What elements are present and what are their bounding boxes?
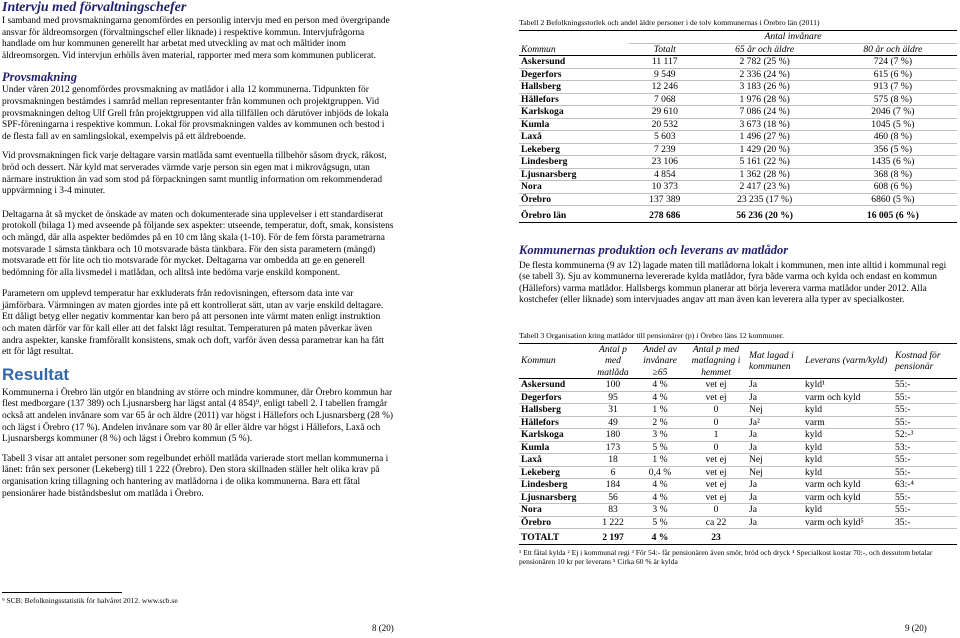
table2-cell-value: 3 673 (18 %)	[701, 118, 829, 131]
table2-cell-value: 5 603	[629, 131, 701, 144]
table2-row	[519, 56, 957, 69]
table2-cell-value: 23 235 (17 %)	[701, 193, 829, 206]
table3-header-cell: Antal p med matlagning i hemmet	[685, 343, 747, 379]
table3-cell-kommun: Degerfors	[519, 391, 591, 404]
table3-row	[519, 454, 957, 467]
table3-cell-value: 31	[591, 404, 635, 417]
table2-cell-kommun: Degerfors	[519, 68, 629, 81]
footnote	[2, 592, 302, 605]
table3-cell-value: kyld	[803, 429, 893, 442]
table2-cell-value: 12 246	[629, 81, 701, 94]
table3-row	[519, 441, 957, 454]
table2-row	[519, 131, 957, 144]
table3-cell-value: 100	[591, 379, 635, 392]
table3-cell-kommun: Karlskoga	[519, 429, 591, 442]
table2-cell-value: 29 610	[629, 106, 701, 119]
table3-cell-value: kyld	[803, 504, 893, 517]
table3-cell-value: Ja	[747, 429, 803, 442]
table3-cell-value: kyld	[803, 441, 893, 454]
table3-cell-value: 49	[591, 416, 635, 429]
heading-intervju: Intervju med förvaltningschefer	[2, 0, 187, 15]
table3-total-row	[519, 529, 957, 545]
table3-cell-value: 6	[591, 466, 635, 479]
table2-cell-value: 913 (7 %)	[829, 81, 957, 94]
table3-cell-value: 1 222	[591, 516, 635, 529]
table2-cell-value: 9 549	[629, 68, 701, 81]
paragraph-intervju: I samband med provsmakningarna genomfördes en personlig intervju med en person med övergripande ansvar för äldreomsorgen (förvaltningschef eller liknade) i respektive kommun. Intervjufrågorna handlade om hur kommunen generellt har arbetat med utveckling av mat och måltider inom äldreomsorgen. Vid intervjun erhölls även material, rapporter med mera som kommunen publicerat.	[2, 16, 390, 61]
table3-cell-value: 53:-	[893, 441, 957, 454]
table2-cell-kommun: Hällefors	[519, 93, 629, 106]
table2-header-totalt: Totalt	[629, 43, 701, 56]
table2-row	[519, 181, 957, 194]
table3-cell-value: 184	[591, 479, 635, 492]
table2-cell-value: 356 (5 %)	[829, 143, 957, 156]
table3-cell-value: vet ej	[685, 491, 747, 504]
table2-cell-kommun: Örebro	[519, 193, 629, 206]
table2-cell-kommun: Laxå	[519, 131, 629, 144]
table2-cell-kommun: Ljusnarsberg	[519, 168, 629, 181]
table3-notes: ¹ Ett fåtal kylda ² Ej i kommunal regi ³ För 54:- får pensionären även smör, bröd och dryck ⁴ Specialkost kostar 70:-, och dessutom betalar pensionären 10 kr per leverans ⁵ Cirka 60 % är kylda	[519, 547, 933, 566]
table3-cell-value: 0	[685, 416, 747, 429]
table3-row	[519, 429, 957, 442]
table3-cell-value: 55:-	[893, 491, 957, 504]
table2-cell-value: 56 236 (20 %)	[701, 206, 829, 223]
table3-header-cell: Andel av invånare ≥65	[635, 343, 685, 379]
table3-cell-value: 4 %	[635, 491, 685, 504]
table3-cell-value: 55:-	[893, 379, 957, 392]
table2-caption: Tabell 2 Befolkningsstorlek och andel äldre personer i de tolv kommunernas i Örebro län (2011)	[519, 18, 820, 27]
table3-cell-kommun: Hallsberg	[519, 404, 591, 417]
table3-cell-kommun: Lekeberg	[519, 466, 591, 479]
table3-cell-value: Ja	[747, 379, 803, 392]
table3-cell-value: 55:-	[893, 454, 957, 467]
table3-cell-value: 1 %	[635, 454, 685, 467]
paragraph-resultat-1: Kommunerna i Örebro län utgör en blandning av större och mindre kommuner, där Örebro kommun har flest medborgare (137 389) och Ljusnarsberg har lägst antal (4 854)⁹, enligt tabell 2. I tabellen framgår också att andelen invånare som var 65 år och äldre (2011) var högst i Hällefors och Ljusnarsberg (28 %) och lägst i Örebro (17 %). Andelen invånare som var 80 år eller äldre var högst i Hällefors, Laxå och Ljusnarsbergs kommuner (8 %) och lägst i Örebro kommun (5 %).	[2, 387, 394, 445]
table2-row	[519, 143, 957, 156]
table3-cell-value: 1 %	[635, 404, 685, 417]
table3-cell-value: Nej	[747, 466, 803, 479]
paragraph-resultat-2: Tabell 3 visar att antalet personer som regelbundet erhöll matlåda varierade stort mellan kommunerna i länet: från sex personer (Lekeberg) till 1 222 (Örebro). Den stora skillnaden ställer helt olika krav på organisation kring tillagning och hantering av matlådorna i de olika kommunerna. Bara ett fåtal pensionärer hade biståndsbeslut om matlåda i Örebro.	[2, 453, 389, 499]
paragraph-temperatur: Parametern om upplevd temperatur har exkluderats från redovisningen, eftersom data inte var jämförbara. Värmningen av maten gjordes inte på ett kontrollerat sätt, utan av varje enskild deltagare. Ett dåligt betyg eller negativ kommentar kan bero på att personen inte värmt maten enligt instruktion och maten därför var för kall eller att det falskt lågt resultat. Temperaturen på maten påverkar även andra aspekter, kanske framförallt konsistens, smak och doft, varför även dessa parametrar kan ha fått ett för lågt resultat.	[2, 289, 385, 358]
table2-row	[519, 118, 957, 131]
table2-cell-value: 608 (6 %)	[829, 181, 957, 194]
table2-cell-kommun: Karlskoga	[519, 106, 629, 119]
table3-cell-value: 23	[685, 529, 747, 545]
table2-cell-value: 11 117	[629, 56, 701, 69]
table3-header-cell: Antal p med matlåda	[591, 343, 635, 379]
table3-cell-value: 3 %	[635, 504, 685, 517]
table3-cell-value: kyld	[803, 466, 893, 479]
table3-cell-value: 52:-³	[893, 429, 957, 442]
table2-total-row	[519, 206, 957, 223]
table2-cell-value: 7 086 (24 %)	[701, 106, 829, 119]
table3-cell-value: 35:-	[893, 516, 957, 529]
table3-cell-value: 55:-	[893, 466, 957, 479]
table2-cell-value: 23 106	[629, 156, 701, 169]
table2-cell-value: 1 429 (20 %)	[701, 143, 829, 156]
table3-cell-value: 18	[591, 454, 635, 467]
table3-cell-value: Nej	[747, 454, 803, 467]
table2-row	[519, 68, 957, 81]
table3-cell-value: 55:-	[893, 504, 957, 517]
table2-cell-kommun: Kumla	[519, 118, 629, 131]
table3-cell-value: varm	[803, 416, 893, 429]
table2-row	[519, 156, 957, 169]
paragraph-provsmakning-2: Vid provsmakningen fick varje deltagare varsin matlåda samt eventuella tillbehör såsom dryck, råkost, bröd och dessert. När kyld mat serverades värmde varje person sin egen mat i mikrovågsugn, utan närmare instruktion än vad som stod på förpackningen samt muntlig information om rekommenderad uppvärmning i 3-4 minuter.	[2, 151, 387, 197]
table3-header-cell: Kommun	[519, 343, 591, 379]
table2-cell-value: 6860 (5 %)	[829, 193, 957, 206]
table3-row	[519, 416, 957, 429]
table3-cell-kommun: Kumla	[519, 441, 591, 454]
table3-cell-value: Ja	[747, 441, 803, 454]
table3-cell-value: kyld¹	[803, 379, 893, 392]
table2-cell-value: 1 496 (27 %)	[701, 131, 829, 144]
table3-cell-value: Ja²	[747, 416, 803, 429]
page-number-right: 9 (20)	[905, 623, 927, 633]
table3-cell-value: Ja	[747, 491, 803, 504]
table2-cell-value: 2046 (7 %)	[829, 106, 957, 119]
table3-cell-value: 2 197	[591, 529, 635, 545]
table2-cell-value: 3 183 (26 %)	[701, 81, 829, 94]
table2-cell-value: 137 389	[629, 193, 701, 206]
table2-cell-kommun: Lindesberg	[519, 156, 629, 169]
table2-header-65: 65 år och äldre	[701, 43, 829, 56]
table2-cell-kommun: Örebro län	[519, 206, 629, 223]
left-page-column	[2, 0, 394, 500]
table3-cell-value: ca 22	[685, 516, 747, 529]
table3-cell-value: 0	[685, 504, 747, 517]
table3-row	[519, 391, 957, 404]
table3-cell-value: 4 %	[635, 529, 685, 545]
table3-row	[519, 404, 957, 417]
table2-cell-value: 5 161 (22 %)	[701, 156, 829, 169]
table2-row	[519, 81, 957, 94]
table3-row	[519, 516, 957, 529]
table3-row	[519, 504, 957, 517]
table3-cell-value: 0,4 %	[635, 466, 685, 479]
table2-cell-value: 10 373	[629, 181, 701, 194]
table2-header-80: 80 år och äldre	[829, 43, 957, 56]
table3-header-cell: Kostnad för pensionär	[893, 343, 957, 379]
table2-cell-value: 2 782 (25 %)	[701, 56, 829, 69]
table3-cell-value: 55:-	[893, 391, 957, 404]
table3-cell-value: 4 %	[635, 379, 685, 392]
table3-cell-kommun: Hällefors	[519, 416, 591, 429]
table3-cell-value: 95	[591, 391, 635, 404]
table3-organisation	[519, 343, 957, 545]
table2-cell-value: 724 (7 %)	[829, 56, 957, 69]
table3-cell-value: kyld	[803, 454, 893, 467]
table3-cell-value: kyld	[803, 404, 893, 417]
table3-cell-kommun: TOTALT	[519, 529, 591, 545]
table2-cell-value: 4 854	[629, 168, 701, 181]
table2-cell-value: 2 336 (24 %)	[701, 68, 829, 81]
table3-cell-value: 180	[591, 429, 635, 442]
table3-cell-value: varm och kyld	[803, 491, 893, 504]
table3-cell-value	[747, 529, 803, 545]
table3-cell-value: 63:-⁴	[893, 479, 957, 492]
table2-cell-value: 575 (8 %)	[829, 93, 957, 106]
table3-cell-value: Ja	[747, 479, 803, 492]
footnote-text: ⁹ SCB: Befolkningsstatistik för halvåret 2012. www.scb.se	[2, 596, 178, 605]
table2-cell-value: 1045 (5 %)	[829, 118, 957, 131]
page-number-left: 8 (20)	[372, 623, 394, 633]
table3-cell-value: Ja	[747, 516, 803, 529]
table3-cell-value: Ja	[747, 504, 803, 517]
table2-body	[519, 56, 957, 223]
table3-cell-kommun: Nora	[519, 504, 591, 517]
table3-cell-value: 83	[591, 504, 635, 517]
table3-cell-kommun: Lindesberg	[519, 479, 591, 492]
table3-cell-value	[893, 529, 957, 545]
table3-cell-value: 0	[685, 404, 747, 417]
table3-cell-kommun: Ljusnarsberg	[519, 491, 591, 504]
table2-cell-kommun: Hallsberg	[519, 81, 629, 94]
table3-cell-value: vet ej	[685, 391, 747, 404]
table3-header-row	[519, 343, 957, 379]
table3-row	[519, 379, 957, 392]
table3-cell-value: 4 %	[635, 391, 685, 404]
table3-cell-value: Nej	[747, 404, 803, 417]
table2-cell-kommun: Askersund	[519, 56, 629, 69]
table3-row	[519, 479, 957, 492]
table2-cell-value: 278 686	[629, 206, 701, 223]
table3-cell-value: varm och kyld	[803, 391, 893, 404]
table3-row	[519, 466, 957, 479]
table3-cell-kommun: Örebro	[519, 516, 591, 529]
table3-cell-value: vet ej	[685, 479, 747, 492]
paragraph-provsmakning-3: Deltagarna åt så mycket de önskade av maten och dokumenterade sina upplevelser i ett standardiserat protokoll (bilaga 1) med avseende på följande sex aspekter: utseende, temperatur, doft, smak, konsistens och mängd, där alla aspekter bedömdes på en 10 cm lång skala (1-10). För de fem första parametrarna motsvarade 1 sämsta tänkbara och 10 motsvarade bästa tänkbara. För den sista parametern (mängd) motsvarade ett för lite och tio motsvarade för mycket. Deltagarna var ombedda att ge en generell bedömning för alla livsmedel i matlådan, och alltså inte bedöma varje enskild komponent.	[2, 209, 394, 278]
paragraph-provsmakning-1: Under våren 2012 genomfördes provsmakning av matlådor i alla 12 kommunerna. Tidpunkten för provsmakningen bestämdes i samråd mellan representanter från kommunen och projektgruppen. Vid provsmakningen deltog Ulf Grell från projektgruppen vid alla tillfällen och därutöver inbjöds de lokala SPF-föreningarna i respektive kommun. Lokal för provsmakningen valdes av kommunen och bestod i de flesta fall av en samlingslokal, exempelvis på ett äldreboende.	[2, 85, 389, 142]
table3-cell-value: 55:-	[893, 416, 957, 429]
table2-cell-value: 368 (8 %)	[829, 168, 957, 181]
heading-resultat: Resultat	[2, 364, 70, 384]
table2-cell-value: 1435 (6 %)	[829, 156, 957, 169]
table3-cell-value: vet ej	[685, 466, 747, 479]
table3-cell-value: 3 %	[635, 429, 685, 442]
table3-cell-value: vet ej	[685, 379, 747, 392]
table3-cell-value	[803, 529, 893, 545]
table2-cell-value: 2 417 (23 %)	[701, 181, 829, 194]
paragraph-produktion: De flesta kommunerna (9 av 12) lagade maten till matlådorna lokalt i kommunen, men inte alltid i kommunal regi (se tabell 3). Sju av kommunerna levererade kylda matlådor, fyra både varma och kylda och endast en kommun (Hällefors) varma matlådor. Hallsbergs kommun planerar att börja leverera varma matlådor under 2012. Alla kostchefer (eller liknade) som intervjuades angav att man även kan leverera alla typer av specialkoster.	[519, 260, 947, 306]
table3-cell-value: 2 %	[635, 416, 685, 429]
table2-cell-value: 7 068	[629, 93, 701, 106]
right-page-column	[519, 18, 957, 566]
table2-cell-value: 615 (6 %)	[829, 68, 957, 81]
table3-cell-value: 0	[685, 441, 747, 454]
table3-cell-value: 4 %	[635, 479, 685, 492]
table3-cell-value: varm och kyld⁵	[803, 516, 893, 529]
heading-provsmakning: Provsmakning	[2, 70, 78, 85]
table2-row	[519, 93, 957, 106]
table3-cell-value: 173	[591, 441, 635, 454]
table2-cell-kommun: Nora	[519, 181, 629, 194]
footnote-rule	[2, 592, 122, 593]
table3-cell-kommun: Askersund	[519, 379, 591, 392]
table2-cell-value: 7 239	[629, 143, 701, 156]
table3-row	[519, 491, 957, 504]
table3-cell-kommun: Laxå	[519, 454, 591, 467]
table3-caption: Tabell 3 Organisation kring matlådor till pensionärer (p) i Örebro läns 12 kommuner.	[519, 330, 784, 340]
table2-cell-value: 460 (8 %)	[829, 131, 957, 144]
table3-cell-value: 1	[685, 429, 747, 442]
table3-cell-value: 5 %	[635, 516, 685, 529]
table3-cell-value: 5 %	[635, 441, 685, 454]
table2-cell-value: 20 532	[629, 118, 701, 131]
table2-row	[519, 193, 957, 206]
table3-header-cell: Leverans (varm/kyld)	[803, 343, 893, 379]
table2-population	[519, 30, 957, 223]
table3-body	[519, 379, 957, 545]
table3-cell-value: 56	[591, 491, 635, 504]
table2-cell-kommun: Lekeberg	[519, 143, 629, 156]
table3-header-cell: Mat lagad i kommunen	[747, 343, 803, 379]
table2-header-kommun: Kommun	[519, 31, 629, 56]
table2-header-antal: Antal invånare	[629, 31, 957, 44]
table2-cell-value: 1 976 (28 %)	[701, 93, 829, 106]
table3-cell-value: 55:-	[893, 404, 957, 417]
table2-row	[519, 168, 957, 181]
heading-produktion: Kommunernas produktion och leverans av matlådor	[519, 242, 789, 257]
table2-row	[519, 106, 957, 119]
table3-cell-value: varm och kyld	[803, 479, 893, 492]
table3-cell-value: Ja	[747, 391, 803, 404]
table2-cell-value: 16 005 (6 %)	[829, 206, 957, 223]
table3-cell-value: vet ej	[685, 454, 747, 467]
table2-cell-value: 1 362 (28 %)	[701, 168, 829, 181]
